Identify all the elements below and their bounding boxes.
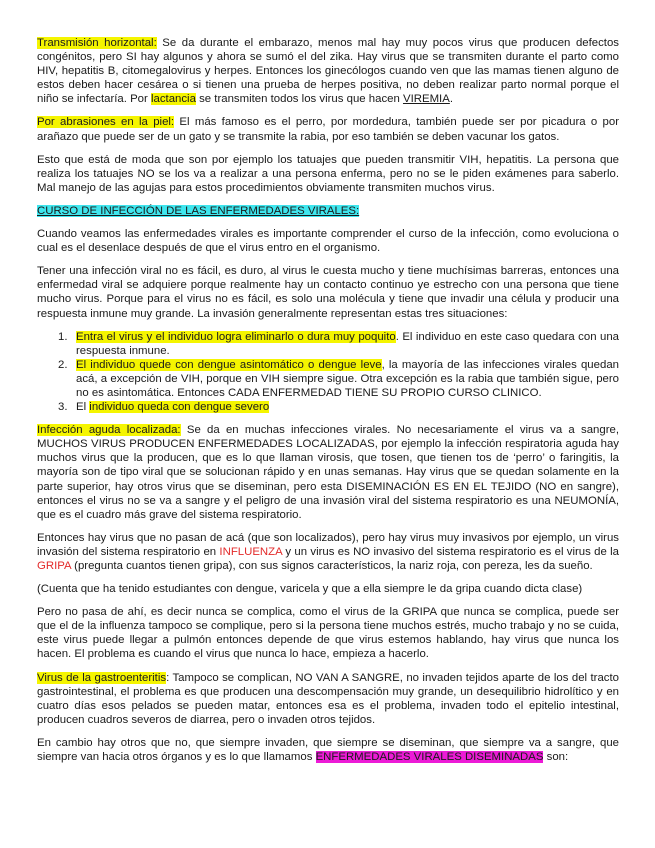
list-item-text: . El individuo en este caso quedara con una respuesta inmune. [76,330,619,357]
paragraph-aside-note: (Cuenta que ha tenido estudiantes con dengue, varicela y que a ella siempre le da gripa cuando dicta clase) [37,583,583,596]
paragraph-text: (pregunta cuantos tienen gripa), con sus signos característicos, la nariz roja, con pereza, les da sueño. [70,560,593,572]
list-item [37,330,619,358]
paragraph-text: : Tampoco se complican, NO VAN A SANGRE, no invaden tejidos aparte de los del tracto gastrointestinal, el problema es que producen una descompensación muy grande, un desequilibrio hidrolítico y en cuatro días esos pelados se pueden matar, entonces esa es el problema, invaden todo el epitelio intestinal, producen cuadros severos de diarrea, pero o invaden otros tejidos. [37,671,619,726]
highlight-disseminated-diseases: ENFERMEDADES VIRALES DISEMINADAS [315,751,544,764]
list-item-highlight: Entra el virus y el individuo logra eliminarlo o dura muy poquito [76,330,396,343]
list-item [37,400,619,414]
paragraph-disseminated [37,736,619,764]
list-number: 2. [58,358,68,371]
paragraph-horizontal-transmission [37,36,619,106]
red-term-gripa: GRIPA [37,560,71,572]
section-heading-curso-infeccion [37,204,619,218]
paragraph-viral-infection: Tener una infección viral no es fácil, es duro, al virus le cuesta mucho y tiene muchísimas barreras, entonces una enfermedad viral se adquiere porque realmente hay un contacto continuo ye estrecho con una persona que tiene mucho virus. Porque para el virus no es fácil, es solo una molécula y tiene que invadir una célula y producir una respuesta inmune muy grande. La invasión generalmente representan estas tres situaciones: [37,265,619,320]
underlined-viremia: VIREMIA [402,93,450,106]
paragraph-gastroenteritis [37,671,619,727]
section-label-acute-localized: Infección aguda localizada: [37,424,181,437]
paragraph-course-intro: Cuando veamos las enfermedades virales es importante comprender el curso de la infección, como evoluciona o cual es el desenlace después de que el virus entro en el organismo. [37,228,619,255]
paragraph-text: En cambio hay otros que no, que siempre invaden, que siempre se diseminan, que siempre va a sangre, que siempre van hacia otros órganos y es lo que llamamos [37,736,619,764]
section-label-skin-abrasions: Por abrasiones en la piel: [37,116,175,129]
paragraph-text: se transmiten todos los virus que hacen [195,93,403,106]
list-item [37,358,619,400]
paragraph-text: El más famoso es el perro, por mordedura, también puede ser por picadura o por arañazo que puede ser de un gato y se transmite la rabia, por eso también se deben vacunar los gatos. [37,116,620,143]
list-item-highlight: El individuo quede con dengue asintomático o dengue leve [76,358,382,371]
paragraph-complications: Pero no pasa de ahí, es decir nunca se complica, como el virus de la GRIPA que nunca se complica, puede ser que el de la influenza tampoco se complique, pero si la persona tiene muchos estrés, mucho trabajo y no se cuida, este virus puede llegar a pulmón entonces depende de que virus estemos hablando, hay virus que nunca los hacen. El problema es cuando el virus que nunca lo hace, empieza a hacerlo. [37,606,619,661]
list-item-highlight: individuo queda con dengue severo [89,401,270,414]
paragraph-text: Se da en muchas infecciones virales. No necesariamente el virus va a sangre, MUCHOS VIRUS PRODUCEN ENFERMEDADES LOCALIZADAS, por ejemplo la infección respiratoria aguda hay muchos virus que la producen, que es lo que llaman virosis, que tosen, que tienen tos de ‘perro’ o faringitis, la mayoría son de tipo viral que se solucionan rápido y en unas semanas. Hay virus que se quedan solamente en la parte superior, hay otros virus que se diseminan, pero esta DISEMINACIÓN ES EN EL TEJIDO (NO en sangre), entonces el virus no se va a sangre y el peligro de una invasión viral del sistema respiratorio es una NEUMONÍA, que es el cuadro más grave del sistema respiratorio. [37,424,619,521]
heading-text: CURSO DE INFECCIÓN DE LAS ENFERMEDADES VIRALES: [37,204,360,217]
paragraph-text: . [449,93,453,106]
highlight-lactancia: lactancia [150,93,196,106]
paragraph-text: Entonces hay virus que no pasan de acá (que son localizados), pero hay virus muy invasivos por ejemplo, un virus invasión del sistema respiratorio en [37,531,619,558]
list-item-text: , la mayoría de las infecciones virales quedan acá, a excepción de VIH, porque en VIH siempre sigue. Otra excepción es la rabia que también sigue, pero no es asintomática. Entonces CADA ENFERMEDAD TIENE SU PROPIO CURSO CLINICO. [76,358,619,399]
paragraph-text: Se da durante el embarazo, menos mal hay muy pocos virus que producen defectos congénitos, pero SI hay algunos y ahora se sumó el del zika. Hay virus que se transmiten durante el parto como HIV, hepatitis B, citomegalovirus y herpes. Entonces los ginecólogos cuando ven que las mamas tienen alguno de estos deben hacer cesárea o si tienen una prueba de herpes positiva, no deben realizar parto normal porque el niño se infectaría. Por [37,37,620,106]
paragraph-skin-abrasions [37,115,619,143]
paragraph-invasive-viruses [37,531,619,573]
paragraph-acute-localized [37,423,619,522]
paragraph-tattoos: Esto que está de moda que son por ejemplo los tatuajes que pueden transmitir VIH, hepatitis. La persona que realiza los tatuajes NO se los va a realizar a una persona enferma, pero no se le piden exámenes para saberlo. Mal manejo de las agujas para estos procedimientos obviamente transmiten muchos virus. [37,153,619,194]
paragraph-text: y un virus es NO invasivo del sistema respiratorio es el virus de la [282,545,619,558]
red-term-influenza: INFLUENZA [219,545,283,558]
list-item-prefix: El [76,401,90,414]
document-page [37,36,619,773]
infection-outcomes-list [37,330,619,415]
list-number: 1. [58,330,68,343]
paragraph-text: son: [543,751,569,764]
section-label-gastroenteritis: Virus de la gastroenteritis [37,671,167,684]
list-number: 3. [58,401,68,414]
section-label-horizontal-transmission: Transmisión horizontal: [37,37,157,49]
